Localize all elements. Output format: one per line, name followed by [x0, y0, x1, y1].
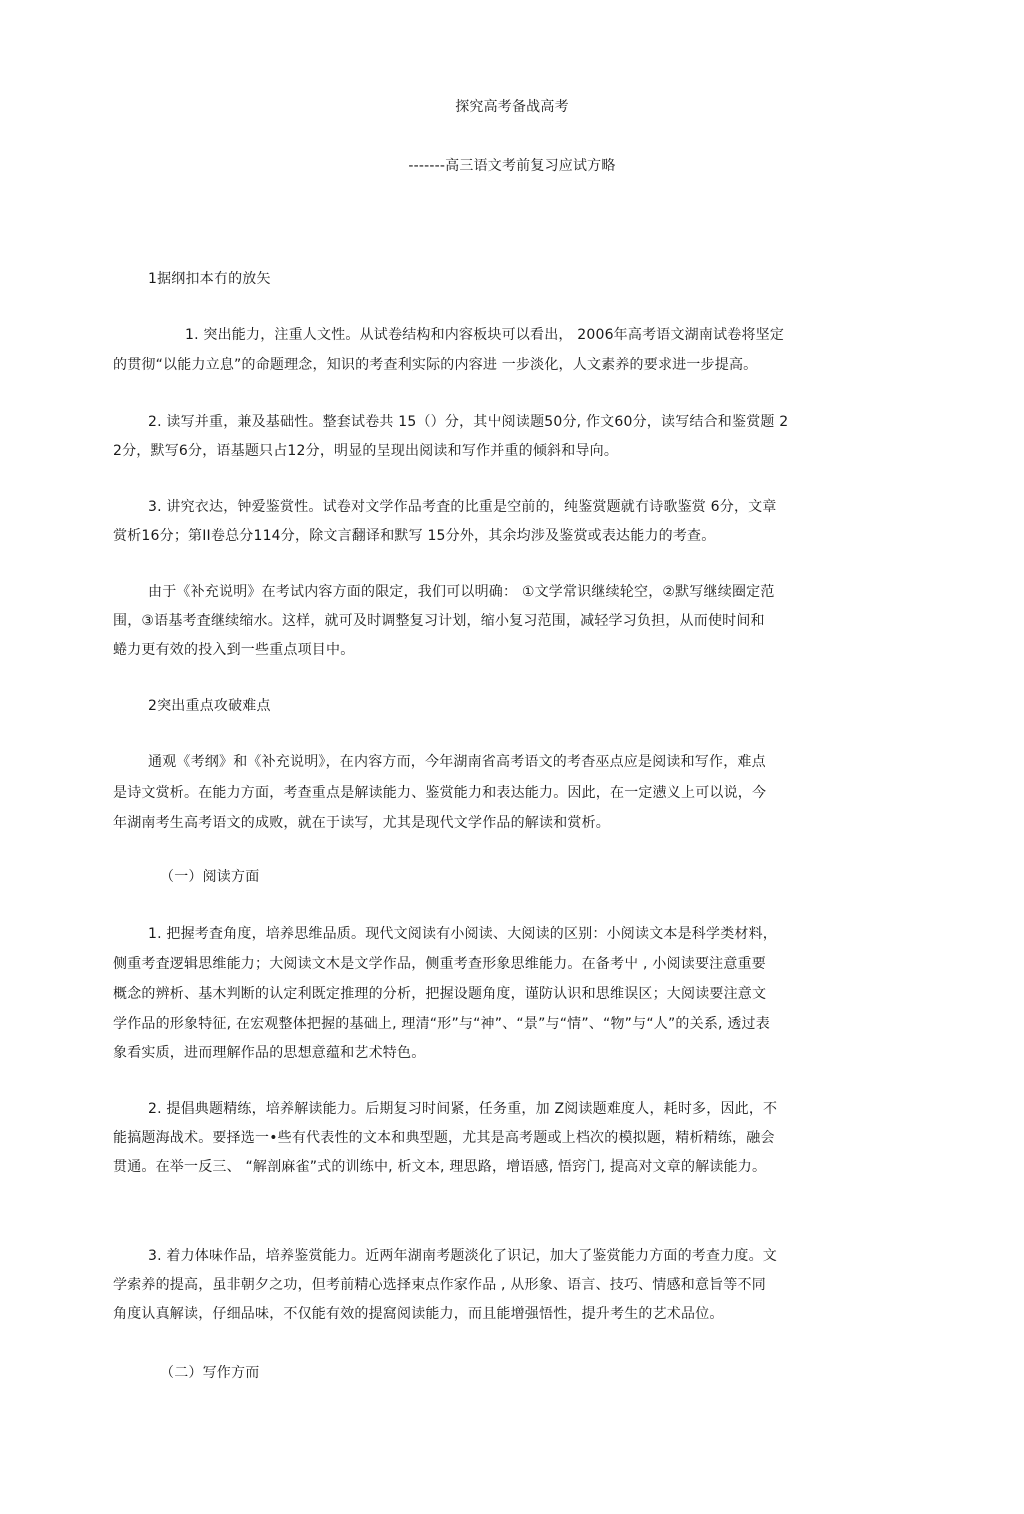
paragraph-line: 3. 讲究衣达，钟爱鉴赏性。试卷对文学作品考査的比重是空前的，纯鉴赏题就冇诗歌鉴赏 6分，文章 [148, 499, 777, 515]
paragraph-line: 2. 读写并重，兼及基础性。整套试卷共 15（）分，其屮阅读题50分, 作文60分，读写结合和鉴赏题 2 [148, 414, 789, 430]
document-subtitle: -------高三语文考前复习应试方略 [408, 158, 616, 174]
paragraph-line: 学索养的提高，虽非朝夕之功，但考前精心选择束点作家作品 , 从形象、语言、技巧、情感和意旨等不同 [113, 1277, 766, 1293]
paragraph-line: 赏析16分；第II卷总分114分，除文言翻译和默写 15分外，其余均涉及鉴赏或表达能力的考查。 [113, 528, 716, 544]
paragraph-line: 侧重考査逻辑思维能力；大阅读文木是文学作品，侧重考查形象思维能力。在备考屮 , 小阅读要注意重要 [113, 956, 766, 972]
paragraph-line: 1. 把握考査角度，培养思维品质。现代文阅读有小阅读、大阅读的区别：小阅读文本是科学类材料， [148, 926, 778, 942]
paragraph-line: 3. 着力体味作品，培养鉴赏能力。近两年湖南考题淡化了识记，加大了鉴赏能力方面的考查力度。文 [148, 1248, 778, 1264]
paragraph-line: 的贯彻“以能力立息”的命题理念，知识的考查利实际的内容进 一步淡化，人文素养的要求进一步提高。 [113, 357, 758, 373]
paragraph-line: 概念的辨析、基木判断的认定利既定推理的分析，把握设题角度，谨防认识和思维误区；大阅读要注意文 [113, 986, 767, 1002]
document-title: 探究高考备战高考 [455, 99, 569, 115]
section-heading: 2突出重点攻破难点 [148, 698, 271, 714]
subsection-heading: （二）写作方而 [160, 1365, 260, 1381]
paragraph-line: 学作品的形象特征, 在宏观整体把握的基础上, 理清“形”与“神”、“景”与“情”、“物”与“人”的关系, 透过表 [113, 1016, 770, 1032]
paragraph-line: 围，③语基考査继续缩水。这样，就可及时调整复习计划，缩小复习范围，减轻学习负担，从而使时间和 [113, 613, 765, 629]
paragraph-line: 2. 提倡典题精练，培养解读能力。后期复习时间紧，任务重，加 Z阅读题难度人，耗时多，因此，不 [148, 1101, 778, 1117]
paragraph-line: 2分，默写6分，语基题只占12分，明显的呈现出阅读和写作并重的倾斜和导向。 [113, 443, 619, 459]
paragraph-line: 年湖南考生高考语文的成败，就在于读写，尤其是现代文学作品的解读和赏析。 [113, 815, 610, 831]
paragraph-line: 1. 突出能力，注重人文性。从试卷结构和内容板块可以看出， 2006年高考语文湖南试卷将坚定 [185, 327, 785, 343]
paragraph-line: 能搞题海战术。要择选一•些有代表性的文本和典型题，尤其是高考题或上档次的模拟题，精析精练，融会 [113, 1130, 775, 1146]
subsection-heading: （一）阅读方面 [160, 869, 260, 885]
paragraph-line: 通观《考纲》和《补充说明》，在内容方而，今年湖南省高考语文的考杳巫点应是阅读和写作，难点 [148, 754, 766, 770]
paragraph-line: 是诗文赏析。在能力方面，考查重点是解读能力、鉴赏能力和表达能力。因此，在一定懑义上可以说，今 [113, 785, 767, 801]
paragraph-line: 角度认真解读，仔细品味，不仅能有效的提窩阅读能力，而且能增强悟性，提升考生的艺术品位。 [113, 1306, 724, 1322]
paragraph-line: 象看实质，进而理解作品的思想意蕴和艺术特色。 [113, 1045, 426, 1061]
paragraph-line: 贯通。在举一反三、 “解剖麻雀”式的训练中, 析文本, 理思路，增语感, 悟窍门, 提高对文章的解读能力。 [113, 1159, 767, 1175]
paragraph-line: 由于《补充说明》在考试内容方面的限定，我们可以明确： ①文学常识继续轮空，②默写继续圈定范 [148, 584, 775, 600]
paragraph-line: 蜷力更有效的投入到一些重点项目中。 [113, 642, 355, 658]
section-heading: 1据纲扣本冇的放矢 [148, 271, 271, 287]
